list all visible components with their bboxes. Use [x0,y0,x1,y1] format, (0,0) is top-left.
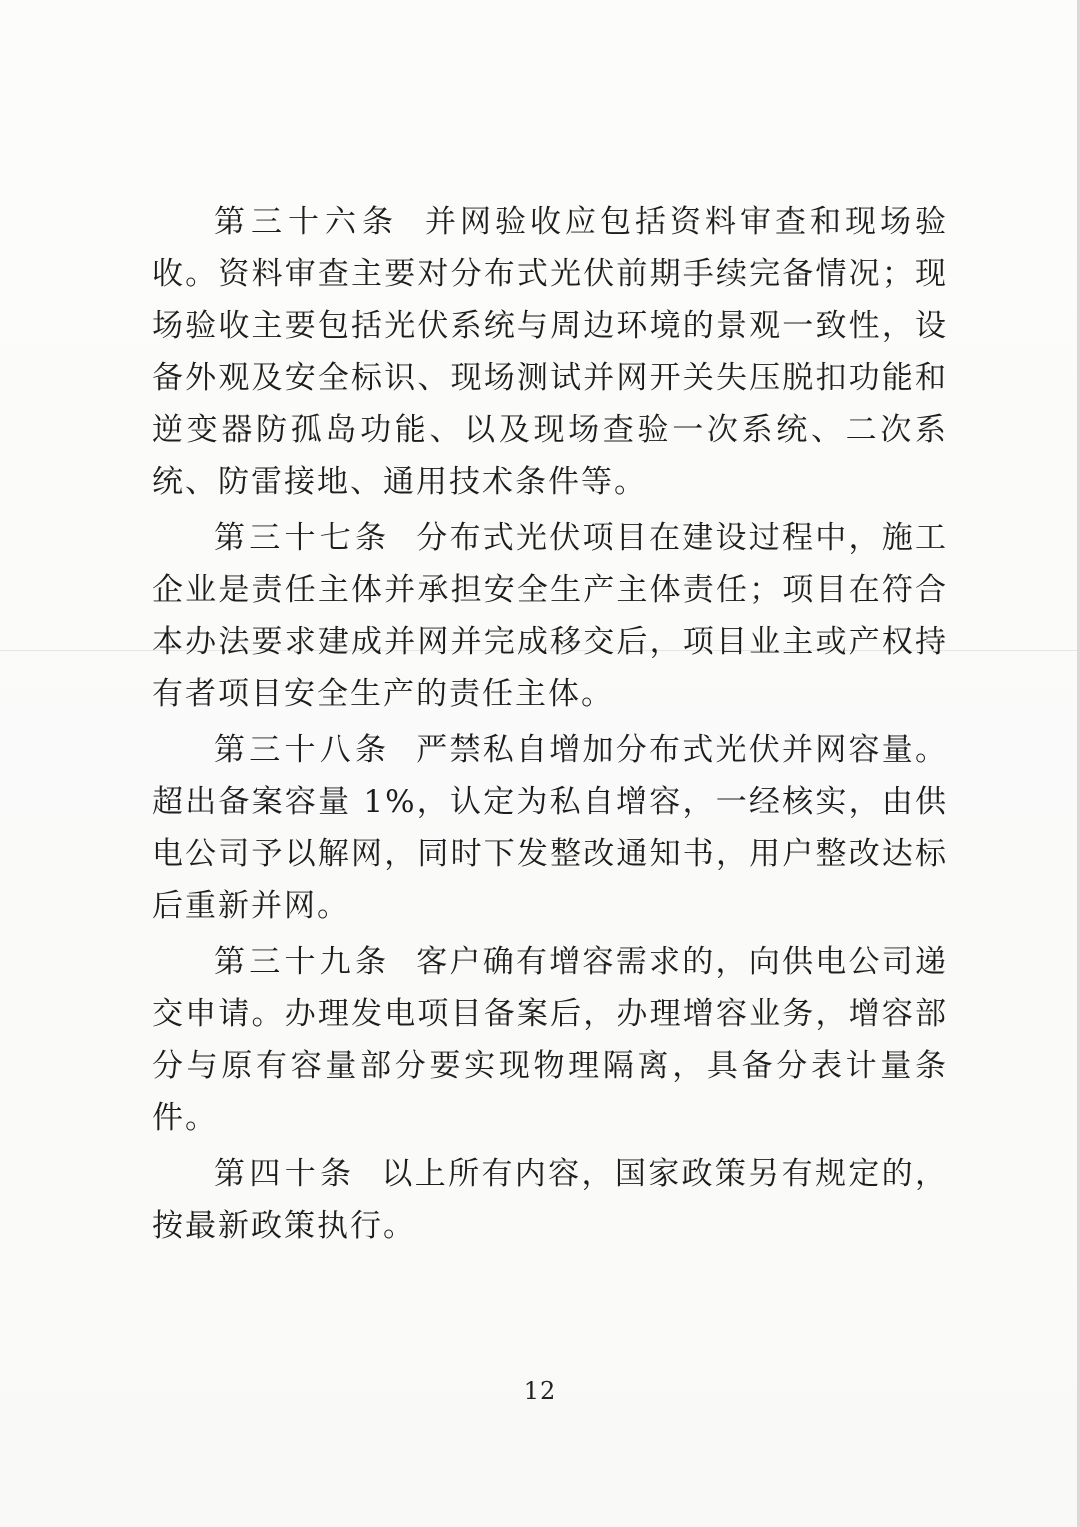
article-text: 严禁私自增加分布式光伏并网容量。超出备案容量 1%，认定为私自增容，一经核实，由供电公司予以解网，同时下发整改通知书，用户整改达标后重新并网。 [152,732,948,924]
article-heading: 第三十六条 [214,204,399,240]
page-number: 12 [523,1377,557,1405]
article-heading: 第三十九条 [214,944,391,980]
article-40 [152,1148,948,1252]
document-body [152,196,948,1256]
article-heading: 第三十七条 [214,520,391,556]
article-39 [152,936,948,1144]
article-heading: 第三十八条 [214,732,391,768]
article-text: 客户确有增容需求的，向供电公司递交申请。办理发电项目备案后，办理增容业务，增容部分与原有容量部分要实现物理隔离，具备分表计量条件。 [152,944,948,1136]
article-text: 以上所有内容，国家政策另有规定的，按最新政策执行。 [152,1156,949,1244]
article-36 [152,196,948,508]
article-37 [152,512,948,720]
article-text: 并网验收应包括资料审查和现场验收。资料审查主要对分布式光伏前期手续完备情况；现场验收主要包括光伏系统与周边环境的景观一致性，设备外观及安全标识、现场测试并网开关失压脱扣功能和逆变器防孤岛功能、以及现场查验一次系统、二次系统、防雷接地、通用技术条件等。 [152,204,948,500]
article-heading: 第四十条 [214,1156,356,1192]
article-text: 分布式光伏项目在建设过程中，施工企业是责任主体并承担安全生产主体责任；项目在符合本办法要求建成并网并完成移交后，项目业主或产权持有者项目安全生产的责任主体。 [152,520,948,712]
article-38 [152,724,948,932]
